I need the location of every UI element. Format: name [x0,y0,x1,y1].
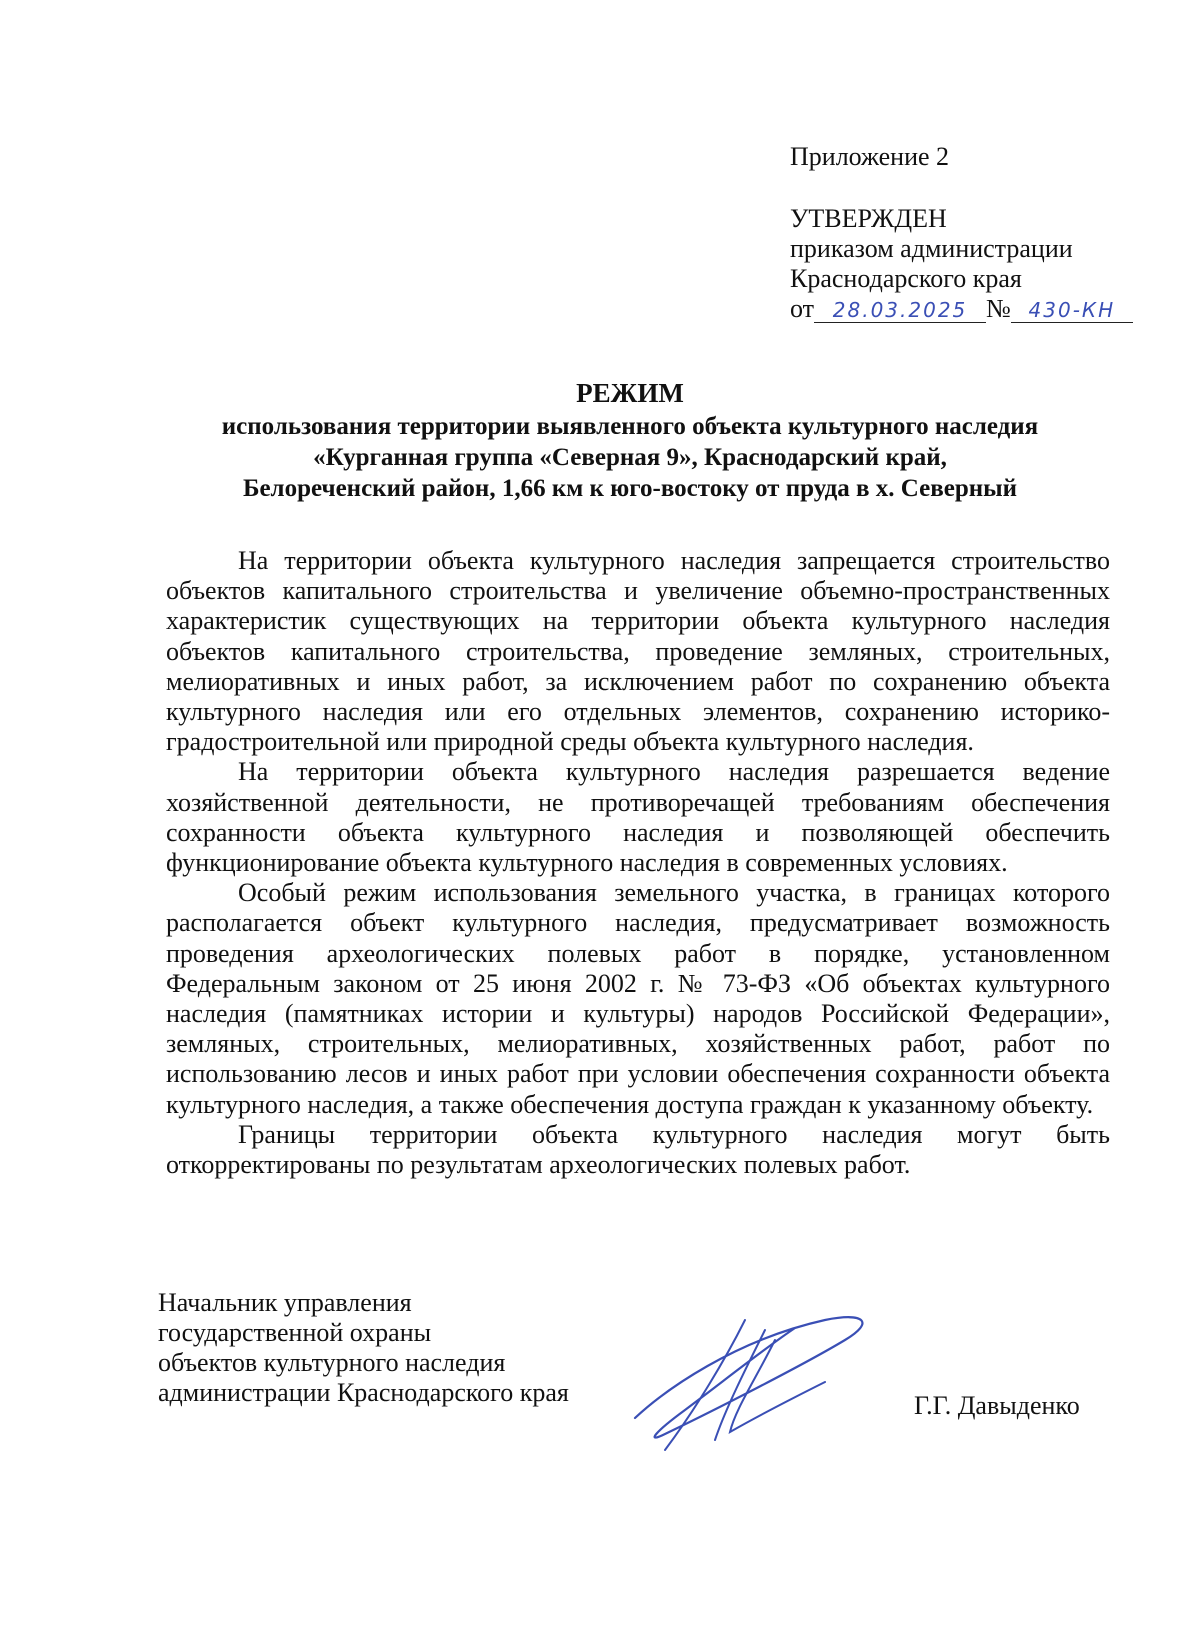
title-line-1: использования территории выявленного объекта культурного наследия [221,413,1039,440]
approval-stamp-block [790,142,1133,324]
signatory-name: Г.Г. Давыденко [914,1391,1080,1420]
signatory-position-line-1: Начальник управления [158,1288,412,1317]
approved-by-order: приказом администрации [790,234,1073,263]
appendix-label: Приложение 2 [790,142,950,171]
body-paragraph-4: Границы территории объекта культурного наследия могут быть откорректированы по результатам археологических полевых работ. [166,1119,1110,1180]
order-date: 28.03.2025 [814,298,986,323]
approved-label: УТВЕРЖДЕН [790,204,947,233]
signatory-position-line-3: объектов культурного наследия [158,1348,506,1377]
handwritten-signature [625,1300,895,1460]
title-line-2: «Курганная группа «Северная 9», Краснодарский край, [313,444,947,471]
document-title [150,378,1110,504]
signatory-position [158,1288,569,1408]
body-paragraph-2: На территории объекта культурного наследия разрешается ведение хозяйственной деятельности, не противоречащей требованиям обеспечения сохранности объекта культурного наследия и позволяющей обеспечить функционирование объекта культурного наследия в современных условиях. [166,757,1110,878]
number-label: № [986,294,1011,323]
body-paragraph-3: Особый режим использования земельного участка, в границах которого располагается объект культурного наследия, предусматривает возможность проведения археологических полевых работ в порядке, установленном Федеральным законом от 25 июня 2002 г. № 73-ФЗ «Об объектах культурного наследия (памятниках истории и культуры) народов Российской Федерации», земляных, строительных, мелиоративных, хозяйственных работ, работ по использованию лесов и иных работ при условии обеспечения сохранности объекта культурного наследия, а также обеспечения доступа граждан к указанному объекту. [166,878,1110,1119]
signatory-position-line-2: государственной охраны [158,1318,432,1347]
title-line-3: Белореченский район, 1,66 км к юго-востоку от пруда в х. Северный [242,475,1018,502]
order-date-number-line [790,294,1133,324]
signatory-position-line-4: администрации Краснодарского края [158,1378,569,1407]
document-body [166,546,1110,1180]
body-paragraph-1: На территории объекта культурного наследия запрещается строительство объектов капитального строительства и увеличение объемно-пространственных характеристик существующих на территории объекта культурного наследия объектов капитального строительства, проведение земляных, строительных, мелиоративных и иных работ, за исключением работ по сохранению объекта культурного наследия или его отдельных элементов, сохранению историко-градостроительной или природной среды объекта культурного наследия. [166,546,1110,757]
approved-region: Краснодарского края [790,264,1022,293]
from-label: от [790,294,815,323]
order-number: 430-КН [1011,298,1133,323]
title-main: РЕЖИМ [576,378,684,408]
